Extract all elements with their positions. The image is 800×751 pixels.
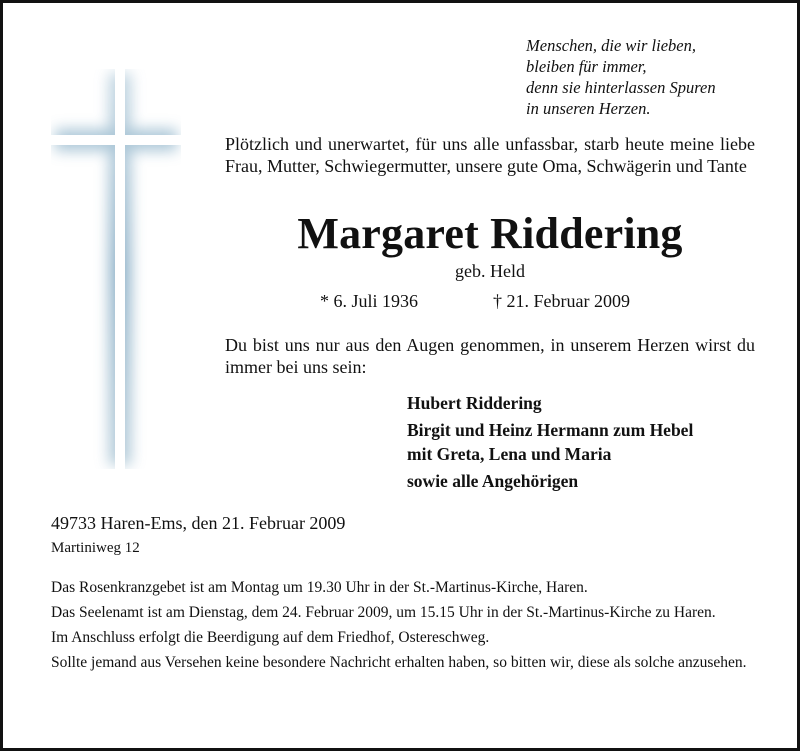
service-note: Im Anschluss erfolgt die Beerdigung auf dem Friedhof, Ostereschweg.	[51, 629, 490, 646]
intro-text: Plötzlich und unerwartet, für uns alle unfassbar, starb heute meine liebe Frau, Mutter, Schwiegermutter, unsere gute Oma, Schwägerin und Tante	[225, 134, 755, 176]
birth-date: * 6. Juli 1936	[320, 291, 419, 311]
death-date: † 21. Februar 2009	[493, 291, 630, 311]
mourner-line: sowie alle Angehörigen	[407, 471, 579, 491]
cross-icon	[51, 69, 181, 469]
service-note: Das Rosenkranzgebet ist am Montag um 19.30 Uhr in der St.-Martinus-Kirche, Haren.	[51, 579, 588, 596]
service-note: Das Seelenamt ist am Dienstag, dem 24. Februar 2009, um 15.15 Uhr in der St.-Martinus-Kirche zu Haren.	[51, 604, 716, 621]
motto-line: denn sie hinterlassen Spuren	[526, 78, 716, 97]
service-notes	[51, 578, 757, 678]
motto-verse	[526, 35, 791, 119]
motto-line: Menschen, die wir lieben,	[526, 36, 696, 55]
mourner-line: Hubert Riddering	[407, 393, 542, 413]
service-note: Sollte jemand aus Versehen keine besondere Nachricht erhalten haben, so bitten wir, diese als solche anzusehen.	[51, 654, 747, 671]
motto-line: bleiben für immer,	[526, 57, 647, 76]
mourners-list	[407, 391, 787, 493]
motto-line: in unseren Herzen.	[526, 99, 651, 118]
birth-name: geb. Held	[455, 261, 525, 281]
mourner-line: Birgit und Heinz Hermann zum Hebel	[407, 420, 694, 440]
street-address: Martiniweg 12	[51, 540, 140, 556]
deceased-name: Margaret Riddering	[297, 209, 683, 258]
mourner-line: mit Greta, Lena und Maria	[407, 444, 612, 464]
farewell-verse: Du bist uns nur aus den Augen genommen, in unserem Herzen wirst du immer bei uns sein:	[225, 335, 755, 377]
place-date: 49733 Haren-Ems, den 21. Februar 2009	[51, 513, 346, 533]
